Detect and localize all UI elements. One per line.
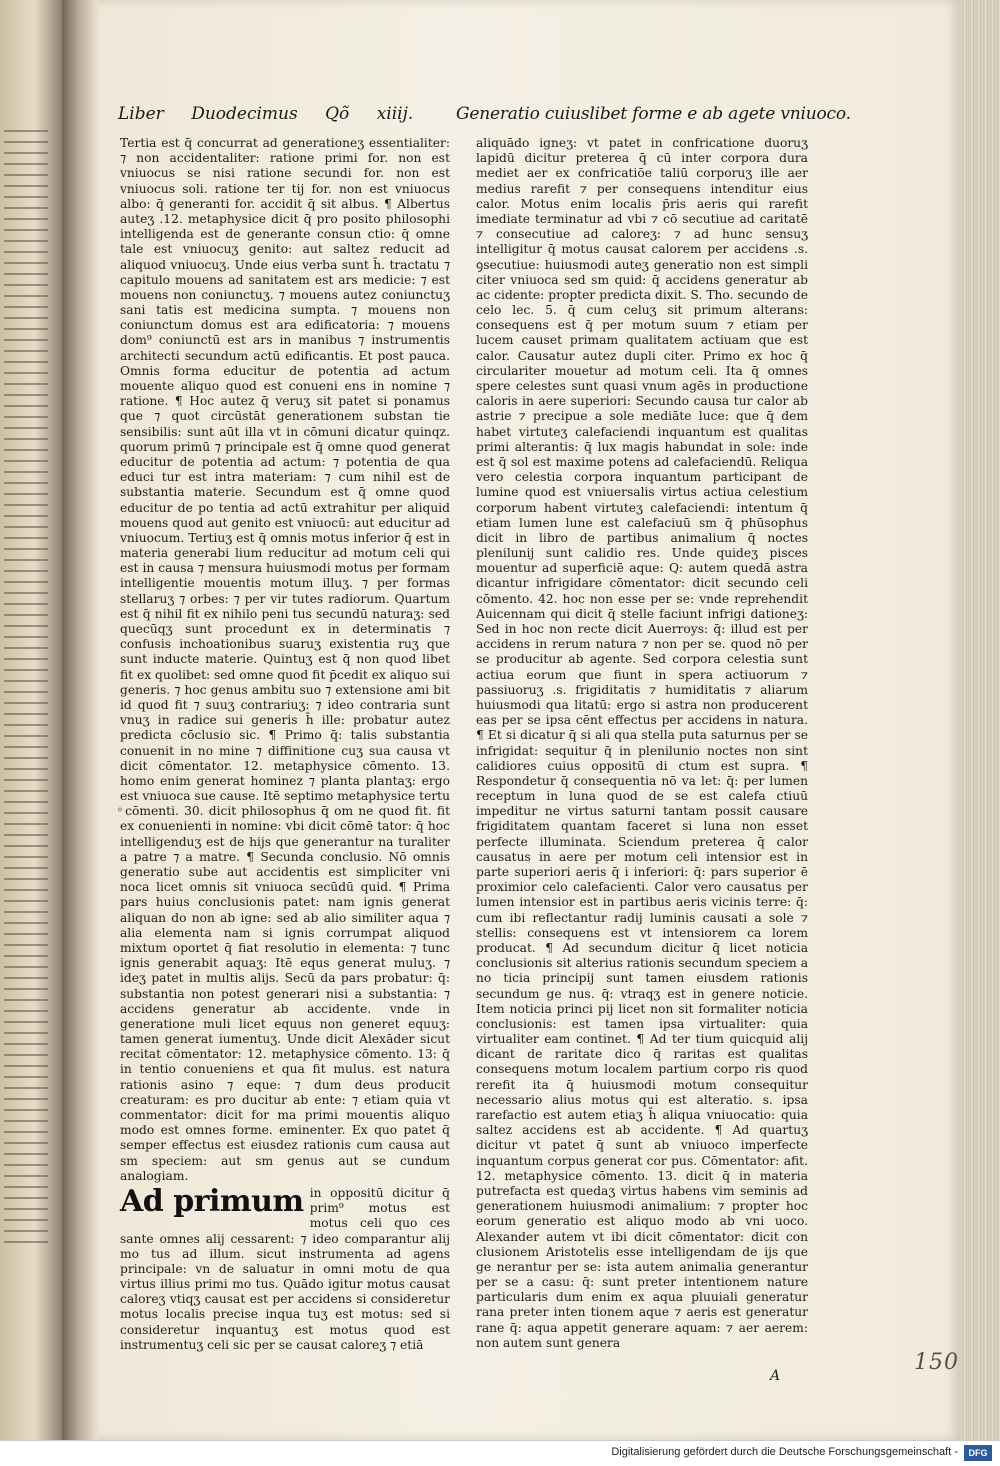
dfg-logo: DFG [964,1445,992,1461]
paragraph: aliquādo igneʒ: vt patet in confricatione duoruʒ lapidū dicitur preterea q̄ cū inter corpora dura mediet aer ex confricatiōe taliū corporuʒ ille aer medius rarefit ⁊ per consequens intenditur eius calor. Motus enim localis p̄ris aeris qui rarefit imediate terminatur ad vbi ⁊ cō secutiue ad caritatē ⁊ consecutiue ad caloreʒ: ⁊ ad hunc sensuʒ intelligitur q̄ motus causat calorem per accidens .s. ꝯsecutiue: huiusmodi auteʒ generatio non est simpli citer vniuoca sed sm quid: q̄ accidens generatur ab ac cidente: propter predicta dixit. S. Tho. secundo de celo lec. 5. q̄ cum celuʒ sit primum alterans: consequens est q̄ per motum suum ⁊ etiam per lucem causet primam qualitatem actiuam que est calor. Causatur autez dupli citer. Primo ex hoc q̄ circulariter mouetur ad motum celi. Ita q̄ omnes spere celestes sunt quasi vnum agēs in productione caloris in aere superiori: Secundo causa tur calor ab astrie ⁊ precipue a sole mediāte luce: que q̄ dem habet virtuteʒ calefaciendi inquantum est qualitas primi alterantis: q̄ lux magis habundat in sole: inde est q̄ sol est maxime potens ad calefaciendū. Reliqua vero celestia corpora inquantum participant de lumine quod est vniuersalis virtus actiua celestium corporum habent virtuteʒ calefaciendi: intentum q̄ etiam lumen lune est calefaciuū sm q̄ phūsophus dicit in libro de partibus animalium q̄ noctes plenilunij sunt calidio res. Unde quideʒ pisces mouentur ad superficiē aque: Q: autem quedā astra dicantur infrigidare cōmentator: dicit secundo celi cōmento. 42. hoc non esse per se: vnde reprehendit Auicennam qui dicit q̄ stelle faciunt infrigi dationeʒ: Sed in hoc non recte dicit Auerroys: q̄: illud est per accidens in rerum natura ⁊ non per se. quod nō per se producitur ab agente. Sed corpora celestia sunt actiua eorum que fiunt in spera actiuorum ⁊ passiuoruʒ .s. frigiditatis ⁊ humiditatis ⁊ aliarum huiusmodi qua litatū: ergo si astra non producerent eas per se ipsa cēnt effectus per accidens in natura. ¶ Et si dicatur q̄ si ali qua stella puta saturnus per se infrigidat: sequitur q̄ in plenilunio noctes non sint calidiores cuius oppositū di ctum est supra. ¶ Respondetur q̄ consequentia nō va let: q̄: per lumen receptum in luna quod de se est calefa ctiuū impeditur ne virtus saturni tantam possit causare frigiditatem quantam faceret si luna non esset perfecte illuminata. Sciendum preterea q̄ calor causatus in aere per motum celi intensior est in parte superiori aeris q̄ i inferiori: q̄: pars superior ē proximior celo calefacienti. Calor vero causatus per lumen intensior est in partibus aeris vicinis terre: q̄: cum ibi reflectantur radij luminis causati a sole ⁊ stellis: consequens est vt intensiorem ca lorem producat. ¶ Ad secundum dicitur q̄ licet noticia conclusionis sit alterius rationis secundum speciem a no ticia principij sunt tamen eiusdem rationis secundum ge nus. q̄: vtraqʒ est in genere noticie. Item noticia princi pij licet non sit formaliter noticia conclusionis: est tamen ipsa virtualiter: quia virtualiter eam continet. ¶ Ad ter tium quicquid alij dicant de raritate dico q̄ raritas est qualitas consequens motum localem partium corpo ris quod rerefit ita q̄ huiusmodi motum consequitur necessario alius motus qui est alteratio. s. ipsa rarefactio est autem etiaʒ h̄ aliqua vniuocatio: quia saltez accidens est ab accidente. ¶ Ad quartuʒ dicitur vt patet q̄ sunt ab vniuoco imperfecte inquantum corpus generat cor pus. Cōmentator: afit. 12. metaphysice cōmento. 13. dicit q̄ in materia putrefacta est quedaʒ virtus habens vim seminis ad generationem huiusmodi animalium: ⁊ propter hoc eorum generatio est aliquo modo ab vni uoco. Alexander autem vt ibi dicit cōmentator: dicit con clusionem Aristotelis esse intelligendam de ijs que ge nerantur per se: ista autem animalia generantur per se a casu: q̄: sunt preter intentionem nature particularis dum enim ex aqua pluuiali generatur rana preter inten tionem aque ⁊ aeris est generatur rane q̄: aqua appetit generare aquam: ⁊ aer aerem: non autem sunt genera [476,136,808,1350]
text-column-left [120,136,450,1353]
ad-primum-text: in oppositū dicitur q̄ prim⁹ motus est motus celi quo ces sante omnes alij cessarent: ⁊ ideo comparantur alij mo tus ad illum. sicut instrumenta ad agens principale: vn de saluatur in omni motu de qua virtus illius primi mo tus. Quādo igitur motus causat caloreʒ vtiqʒ causat est per accidens si consideretur motus localis precise inqua tuʒ est motus: sed si consideretur inquantuʒ est motus quod est instrumentuʒ celi sic per se causat caloreʒ ⁊ etiā [120,1185,450,1352]
head-question-number: xiiij. [376,104,414,124]
running-head-right: Generatio cuiuslibet forme e ab agete vniuoco. [456,104,851,124]
head-liber: Liber [118,104,164,124]
handwritten-foliation: 150 [914,1350,959,1375]
running-head-left [118,104,458,124]
ad-primum-section [120,1183,450,1353]
text-column-right [476,136,808,1351]
facing-page-edge [0,0,62,1440]
funding-credit: Digitalisierung gefördert durch die Deutsche Forschungsgemeinschaft - [611,1446,958,1458]
head-book-number: Duodecimus [191,104,298,124]
book-gutter [62,0,100,1440]
head-question-abbr: Qõ [325,104,350,124]
facing-page-text-bleed [4,130,48,1250]
page-stack-edge [960,0,1000,1440]
paragraph: Tertia est q̄ concurrat ad generationeʒ essentialiter: ⁊ non accidentaliter: ratione primi for. non est vniuocus se nisi ratione secundi for. non est vniuocus soli. ratione ter tij for. non est vniuocus albo: q̄ generanti for. accidit q̄ sit albus. ¶ Albertus auteʒ .12. metaphysice dicit q̄ pro posito philosophi intelligenda est de generante consun ctio: q̄ omne tale est vniuocuʒ genito: aut saltez reducit ad aliquod vniuocuʒ. Unde eius verba sunt h̄. tractatu ⁊ capitulo mouens ad sanitatem est ars medicie: ⁊ est mouens non coniunctuʒ. ⁊ mouens autez coniunctuʒ sani tatis est medicina sumpta. ⁊ mouens non coniunctum domus est ara edificatoria: ⁊ mouens dom⁹ coniunctū est ars in manibus ⁊ instrumentis architecti secundum actū edificantis. Et post pauca. Omnis forma educitur de potentia ad actum mouente aliquo quod est conueni ens in nomine ⁊ ratione. ¶ Hoc autez q̄ veruʒ sit patet si ponamus que ⁊ quot circūstāt generationem substan tie sensibilis: sunt aūt illa vt in cōmuni dicatur quinqz. quorum primū ⁊ principale est q̄ omne quod generat educitur de potentia ad actum: ⁊ potentia de qua educi tur est intra materiam: ⁊ cum nihil est de substantia materie. Secundum est q̄ omne quod educitur de po tentia ad actū extrahitur per aliquid mouens quod aut genito est vniuocū: aut educitur ad vniuocum. Tertiuʒ est q̄ omnis motus inferior q̄ est in materia generabi lium reducitur ad motum celi qui est in causa ⁊ mensura huiusmodi motus per formam intelligentie mouentis motum illuʒ. ⁊ per formas stellaruʒ ⁊ orbes: ⁊ per vir tutes radiorum. Quartum est q̄ nihil fit ex nihilo peni tus secundū naturaʒ: sed quecūqʒ sunt procedunt ex in determinatis ⁊ confusis inchoationibus suaruʒ existentia ruʒ que sunt inducte materie. Quintuʒ est q̄ non quod libet fit ex quolibet: sed omne quod fit p̄cedit ex aliquo sui generis. ⁊ hoc genus ambitu suo ⁊ extensione ami bit id quod fit ⁊ suuʒ contrariuʒ: ⁊ ideo contraria sunt vnuʒ in radice sui generis h̄ ille: probatur autez predicta cōclusio sic. ¶ Primo q̄: talis substantia conuenit in no mine ⁊ diffinitione cuʒ sua causa vt dicit cōmentator. 12. metaphysice cōmento. 13. homo enim generat hominez ⁊ planta plantaʒ: ergo est vniuoca sue cause. Itē septimo metaphysice tertu ͦ cōmenti. 30. dicit philosophus q̄ om ne quod fit. fit ex conuenienti in nomine: vbi dicit cōmē tator: q̄ hoc intelligenduʒ est de hijs que generantur na turaliter a patre ⁊ a matre. ¶ Secunda conclusio. Nō omnis generatio sube aut accidentis est simpliciter vni noca licet omnis sit vniuoca secūdū quid. ¶ Prima pars huius conclusionis patet: nam ignis generat aliquan do non ab igne: sed ab alio similiter aqua ⁊ alia elementa nam si ignis corrumpat aliquod mixtum oportet q̄ fiat resolutio in elementa: ⁊ tunc ignis generabit aquaʒ: Itē equs generat muluʒ. ⁊ ideʒ patet in multis alijs. Secū da pars probatur: q̄: substantia non potest generari nisi a substantia: ⁊ accidens generatur ab accidente. vnde in generatione muli licet equus non generet equuʒ: tamen generat iumentuʒ. Unde dicit Alexāder sicut recitat cōmentator: 12. metaphysice cōmento. 13: q̄ in tentio conueniens et qua fit mulus. est natura rationis asino ⁊ eque: ⁊ dum deus producit creaturam: es pro ducitur ab ente: ⁊ etiam quia vt commentator: dicit for ma primi mouentis aliquo modo est omnes forme. eminenter. Ex quo patet q̄ semper effectus est eiusdez rationis cum causa aut sm speciem: aut sm genus aut se cundum analogiam. [120,136,450,1183]
signature-mark: A [770,1368,781,1384]
decorated-initial: Ad primum [120,1183,304,1219]
footer-bar [0,1440,1000,1466]
